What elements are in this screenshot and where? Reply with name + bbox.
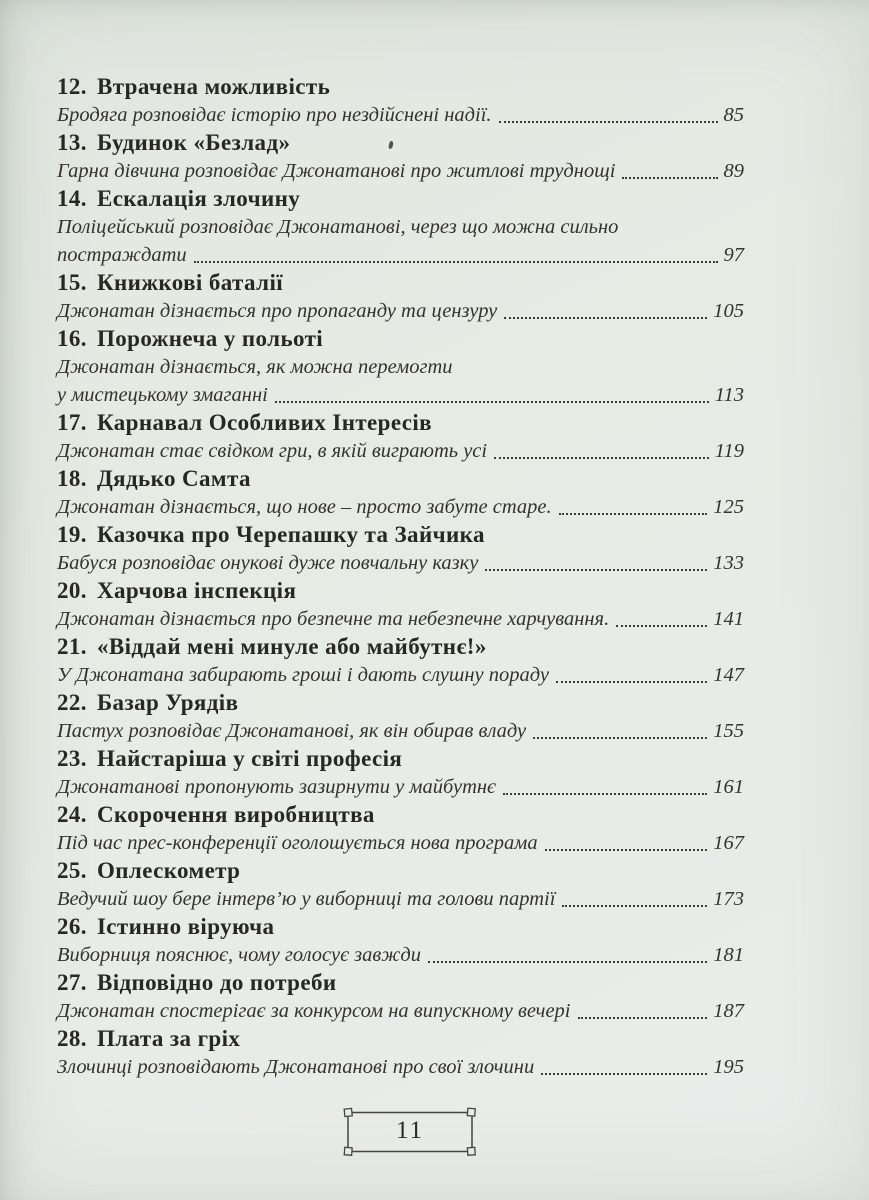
entry-page-number: 195 (713, 1056, 744, 1078)
entry-desc-text: Гарна дівчина розповідає Джонатанові про житлові труднощі (57, 160, 616, 182)
dot-leader (428, 961, 707, 963)
entry-number: 21. (57, 634, 87, 659)
entry-description (57, 717, 744, 745)
dot-leader (503, 793, 707, 795)
entry-desc-line (57, 773, 744, 801)
entry-desc-line (57, 941, 744, 969)
entry-number: 20. (57, 578, 87, 603)
entry-heading (57, 689, 744, 717)
entry-description (57, 353, 744, 409)
entry-title: Харчова інспекція (96, 578, 297, 603)
entry-desc-line (57, 101, 744, 129)
entry-page-number: 181 (713, 944, 744, 966)
entry-desc-line (57, 353, 744, 381)
entry-desc-line (57, 661, 744, 689)
dot-leader (545, 849, 708, 851)
entry-desc-line (57, 241, 744, 269)
entry-description (57, 885, 744, 913)
entry-heading (57, 969, 744, 997)
entry-page-number: 97 (723, 244, 744, 266)
entry-title: «Віддай мені минуле або майбутнє!» (96, 634, 487, 659)
entry-description (57, 661, 744, 689)
entry-desc-text: Джонатан стає свідком гри, в якій виграють усі (57, 440, 488, 462)
dot-leader (504, 317, 707, 319)
entry-desc-line (57, 1053, 744, 1081)
entry-number: 19. (57, 522, 87, 547)
entry-heading (57, 913, 744, 941)
entry-desc-text: Джонатан дізнається, як можна перемогти (57, 356, 453, 378)
entry-desc-text: Джонатан спостерігає за конкурсом на випускному вечері (57, 1000, 571, 1022)
entry-number: 17. (57, 410, 87, 435)
toc-entry (57, 689, 744, 745)
dot-leader (533, 737, 707, 739)
entry-title: Будинок «Безлад» (96, 130, 291, 155)
entry-page-number: 89 (723, 160, 744, 182)
entry-heading (57, 185, 744, 213)
entry-page-number: 119 (714, 440, 744, 462)
dot-leader (499, 121, 718, 123)
dot-leader (494, 457, 709, 459)
entry-title: Ескалація злочину (96, 186, 301, 211)
entry-page-number: 147 (713, 664, 744, 686)
toc-entry (57, 1025, 744, 1081)
entry-desc-text: Злочинці розповідають Джонатанові про свої злочини (57, 1056, 535, 1078)
toc-entry (57, 633, 744, 689)
entry-description (57, 605, 744, 633)
entry-page-number: 173 (713, 888, 744, 910)
entry-title: Відповідно до потреби (96, 970, 337, 995)
dot-leader (485, 569, 707, 571)
entry-description (57, 213, 744, 269)
entry-title: Скорочення виробництва (96, 802, 375, 827)
entry-heading (57, 633, 744, 661)
entry-desc-text: Поліцейський розповідає Джонатанові, через що можна сильно (57, 216, 619, 238)
entry-page-number: 187 (713, 1000, 744, 1022)
entry-page-number: 133 (713, 552, 744, 574)
entry-description (57, 157, 744, 185)
dot-leader (616, 625, 707, 627)
entry-desc-line (57, 297, 744, 325)
entry-title: Плата за гріх (96, 1026, 241, 1051)
toc-entry (57, 801, 744, 857)
entry-desc-text: У Джонатана забирають гроші і дають слушну пораду (57, 664, 549, 686)
entry-heading (57, 1025, 744, 1053)
entry-desc-line (57, 717, 744, 745)
entry-desc-text: Бабуся розповідає онукові дуже повчальну казку (57, 552, 479, 574)
entry-heading (57, 745, 744, 773)
entry-desc-line (57, 997, 744, 1025)
entry-desc-text: Джонатан дізнається про безпечне та небезпечне харчування. (57, 608, 610, 630)
entry-number: 22. (57, 690, 87, 715)
entry-heading (57, 73, 744, 101)
entry-desc-line (57, 213, 744, 241)
entry-page-number: 141 (713, 608, 744, 630)
entry-desc-text: Джонатан дізнається, що нове – просто забуте старе. (57, 496, 552, 518)
entry-desc-line (57, 157, 744, 185)
toc-entry (57, 325, 744, 409)
entry-page-number: 113 (714, 384, 744, 406)
entry-description (57, 997, 744, 1025)
entry-heading (57, 801, 744, 829)
entry-title: Книжкові баталії (96, 270, 284, 295)
entry-heading (57, 465, 744, 493)
entry-description (57, 493, 744, 521)
toc-entry (57, 185, 744, 269)
entry-description (57, 829, 744, 857)
entry-title: Карнавал Особливих Інтересів (96, 410, 432, 435)
entry-title: Істинно віруюча (96, 914, 275, 939)
entry-heading (57, 269, 744, 297)
entry-description (57, 773, 744, 801)
entry-page-number: 105 (713, 300, 744, 322)
entry-desc-text: Під час прес-конференції оголошується нова програма (57, 832, 538, 854)
dot-leader (275, 401, 709, 403)
entry-heading (57, 857, 744, 885)
entry-desc-line (57, 493, 744, 521)
entry-desc-line (57, 829, 744, 857)
entry-desc-line (57, 381, 744, 409)
entry-page-number: 161 (713, 776, 744, 798)
toc-entry (57, 745, 744, 801)
dot-leader (556, 681, 707, 683)
entry-desc-text: Джонатанові пропонують зазирнути у майбутнє (57, 776, 496, 798)
entry-desc-line (57, 437, 744, 465)
entry-title: Казочка про Черепашку та Зайчика (96, 522, 485, 547)
entry-title: Порожнеча у польоті (96, 326, 324, 351)
entry-desc-text: Пастух розповідає Джонатанові, як він обирав владу (57, 720, 527, 742)
entry-desc-text: Джонатан дізнається про пропаганду та цензуру (57, 300, 498, 322)
toc-entry (57, 129, 744, 185)
toc-entry (57, 409, 744, 465)
entry-heading (57, 129, 744, 157)
toc-entry (57, 577, 744, 633)
entry-title: Дядько Самта (96, 466, 251, 491)
entry-number: 23. (57, 746, 87, 771)
entry-number: 25. (57, 858, 87, 883)
entry-description (57, 941, 744, 969)
toc-entry (57, 73, 744, 129)
entry-number: 18. (57, 466, 87, 491)
folio-number: 11 (395, 1117, 425, 1144)
entry-desc-text: Бродяга розповідає історію про нездійснені надії. (57, 104, 492, 126)
entry-description (57, 437, 744, 465)
entry-desc-line (57, 549, 744, 577)
entry-number: 14. (57, 186, 87, 211)
toc-entry (57, 913, 744, 969)
toc-entry (57, 269, 744, 325)
dot-leader (194, 261, 718, 263)
entry-number: 28. (57, 1026, 87, 1051)
entry-heading (57, 521, 744, 549)
toc-entry (57, 465, 744, 521)
entry-page-number: 85 (723, 104, 744, 126)
entry-number: 12. (57, 74, 87, 99)
dot-leader (562, 905, 707, 907)
entry-number: 24. (57, 802, 87, 827)
entry-desc-text: Виборниця пояснює, чому голосує завжди (57, 944, 421, 966)
entry-desc-line (57, 605, 744, 633)
entry-number: 15. (57, 270, 87, 295)
entry-number: 13. (57, 130, 87, 155)
entry-description (57, 549, 744, 577)
entry-desc-text: Ведучий шоу бере інтерв’ю у виборниці та голови партії (57, 888, 556, 910)
toc-list (57, 73, 744, 1081)
toc-entry (57, 521, 744, 577)
entry-number: 27. (57, 970, 87, 995)
entry-title: Втрачена можливість (96, 74, 331, 99)
folio-frame (343, 1107, 477, 1157)
entry-number: 16. (57, 326, 87, 351)
toc-entry (57, 857, 744, 913)
entry-heading (57, 325, 744, 353)
entry-heading (57, 409, 744, 437)
entry-heading (57, 577, 744, 605)
entry-title: Найстаріша у світі професія (96, 746, 403, 771)
toc-entry (57, 969, 744, 1025)
entry-desc-line (57, 885, 744, 913)
entry-desc-text: у мистецькому змаганні (57, 384, 268, 406)
entry-description (57, 101, 744, 129)
dot-leader (541, 1073, 707, 1075)
dot-leader (578, 1017, 708, 1019)
entry-title: Базар Урядів (96, 690, 239, 715)
dot-leader (559, 513, 708, 515)
dot-leader (622, 177, 717, 179)
entry-page-number: 155 (713, 720, 744, 742)
entry-number: 26. (57, 914, 87, 939)
entry-desc-text: постраждати (57, 244, 187, 266)
entry-description (57, 297, 744, 325)
entry-page-number: 125 (713, 496, 744, 518)
entry-page-number: 167 (713, 832, 744, 854)
entry-description (57, 1053, 744, 1081)
entry-title: Оплескометр (96, 858, 241, 883)
